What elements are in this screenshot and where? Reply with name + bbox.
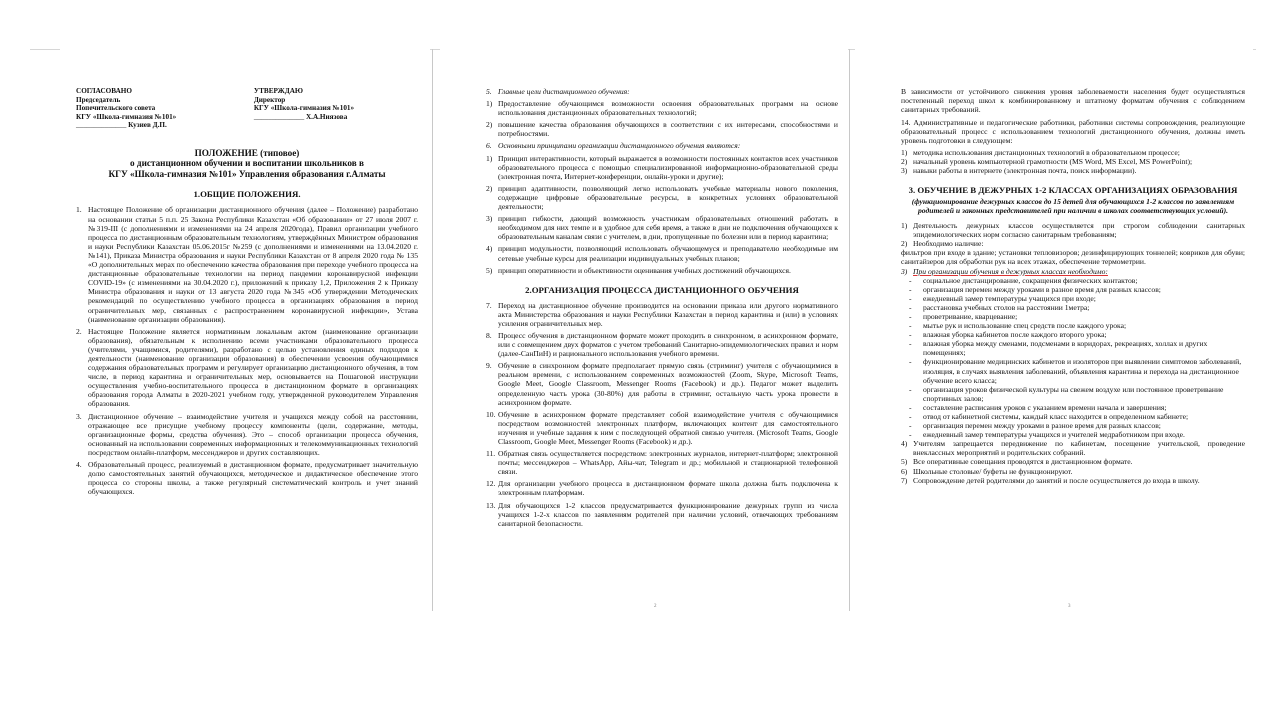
section-heading-1: 1.ОБЩИЕ ПОЛОЖЕНИЯ. [193, 189, 301, 200]
equipment-paragraph: фильтров при входе в здание; установки тепловизоров; дезинфицирующих тоннелей; ковриков для обуви; санитайзеров для обработки рук на всех этажах, обеспечение термометрии. [901, 248, 1245, 267]
paragraph-14: 14. Административные и педагогические работники, работники системы сопровождения, реализующие образовательный процесс с использованием технологий дистанционного обучения, должны иметь уровень подготовки в следующем: [901, 118, 1245, 146]
list-item: 11. Обратная связь осуществляется посредством: электронных журналов, интернет-платформ; электронной почты; мессенджеров – WhatsApp, Айы-чат, Telegram и др.; мобильной и стационарной телефонной связи. [486, 449, 838, 477]
final-rules-list [901, 439, 1245, 484]
list-item: 5) принцип оперативности и объективности оценивания учебных достижений обучающихся. [486, 265, 791, 275]
list-item: - организация уроков физической культуры на свежем воздухе или постоянное проветривание спортивных залов; [909, 384, 1224, 403]
list-item: 3. Дистанционное обучение – взаимодействие учителя и учащихся между собой на расстоянии, отражающее все присущие учебному процессу компоненты (цели, содержание, методы, организационные формы, средства обучения). Это – способ организации процесса обучения, основанный на использовании современных информационных и телекоммуникационных технологий посредством онлайн-платформ, мессенджеров и других составляющих. [76, 411, 418, 457]
title-line-2: о дистанционном обучении и воспитании школьников в [130, 158, 364, 169]
list-item: 10. Обучение в асинхронном формате представляет собой взаимодействие учителя с обучающимися посредством возможностей электронных платформ, включающих контент для самостоятельного изучения и учебные задания к ним с последующей обратной связью учителя. (Microsoft Teams, Google Classroom, Google Meet, Messenger Rooms (Facebook) и др.). [486, 409, 838, 446]
list-item: 1) методика использования дистанционных технологий в образовательном процессе; [901, 147, 1180, 157]
approved-signature: Х.А.Ниязова [305, 112, 348, 121]
list-item: - мытье рук и использование спец средств после каждого урока; [909, 321, 1127, 331]
list-item: 6) Школьные столовые/ буфеты не функционируют. [901, 466, 1073, 476]
list-item: 13. Для обучающихся 1-2 классов предусматривается функционирование дежурных групп из числа учащихся 1-2-х классов по заявлениям родителей при наличии условий, отвечающих требованиям санитарной безопасности. [486, 500, 838, 528]
list-item: 3) При организации обучения в дежурных классах необходимо: [901, 266, 1108, 276]
list-item: - отвод от кабинетной системы, каждый класс находится в определенном кабинете; [909, 412, 1189, 421]
list-item: 3) принцип гибкости, дающий возможность участникам образовательных отношений работать в необходимом для них темпе и в удобное для себя время, а также в дни не подключения обучающихся к образовательным каналам связи с учителем, в дни, пропущенные по болезни или в период карантина; [486, 214, 838, 242]
agreed-heading: СОГЛАСОВАНО [76, 87, 132, 95]
document-page-3 [855, 49, 1253, 611]
approved-block [254, 87, 418, 130]
approved-heading: УТВЕРЖДАЮ [253, 87, 303, 95]
list-item: - организация перемен между уроками в разное время для разных классов; [909, 421, 1161, 431]
approved-org: КГУ «Школа-гимназия №101» [253, 104, 355, 113]
agreed-signature-line: ______________ Кузиев Д.П. [76, 121, 167, 130]
section-3-subtitle: (функционирование дежурных классов до 15 детей для обучающихся 1-2 классов по заявлениям родителей и законных представителей при наличии в школах соответствующих условий). [911, 196, 1235, 215]
list-item: - ежедневный замер температуры учащихся при входе; [909, 293, 1096, 303]
page-gap [849, 49, 850, 611]
list-item: 5) Все оперативные совещания проводятся в дистанционном формате. [901, 457, 1133, 467]
general-provisions-list [76, 205, 418, 496]
list-item: 2) Необходимо наличие: [901, 239, 984, 249]
page-number: 2 [654, 604, 657, 609]
intro-paragraph: В зависимости от устойчивого снижения уровня заболеваемости населения будет осуществляться постепенный переход школ к комбинированному и штатному форматам обучения с соблюдением санитарных требований. [901, 87, 1245, 115]
list-item: 1) Принцип интерактивности, который выражается в возможности постоянных контактов всех участников образовательного процесса с помощью специализированной информационно-образовательной среды (электронная почта, Интернет-конференции, онлайн-уроки и другие); [486, 153, 838, 181]
list-item: 6. Основными принципами организации дистанционного обучения являются: [486, 141, 741, 151]
list-item: 4) принцип модульности, позволяющий использовать обучающемуся и преподавателю необходимые им сетевые учебные курсы для реализации индивидуальных учебных планов; [486, 244, 838, 263]
agreed-org2: КГУ «Школа-гимназия №101» [76, 112, 177, 121]
list-item: - организация перемен между уроками в разное время для разных классов; [909, 284, 1161, 294]
page-gap [432, 49, 433, 611]
approved-signature-line: ______________ Х.А.Ниязова [253, 112, 348, 121]
title-line-1: ПОЛОЖЕНИЕ (типовое) [194, 147, 300, 158]
list-item: - влажная уборка между сменами, подсменами в коридорах, рекреациях, холлах и других помещениях; [909, 339, 1208, 358]
approved-role: Директор [253, 95, 286, 104]
list-item: 2) повышение качества образования обучающихся в соответствии с их интересами, способностями и потребностями. [486, 120, 838, 139]
list-item: - влажная уборка кабинетов после каждого второго урока; [909, 330, 1107, 340]
agreed-org1: Попечительского совета [76, 104, 156, 113]
section-heading-2: 2.ОРГАНИЗАЦИЯ ПРОЦЕССА ДИСТАНЦИОННОГО ОБУЧЕНИЯ [525, 284, 799, 295]
title-line-3: КГУ «Школа-гимназия №101» Управления образования г.Алматы [108, 168, 386, 179]
list-item: 12. Для организации учебного процесса в дистанционном формате школа должна быть подключена к электронным платформам. [486, 479, 838, 498]
agreed-signature: Кузиев Д.П. [128, 121, 167, 130]
page-number: 3 [1068, 604, 1071, 609]
list-item: 5. Главные цели дистанционного обучения: [486, 87, 630, 96]
list-item: 2) принцип адаптивности, позволяющий легко использовать учебные материалы нового поколения, содержащие цифровые образовательные ресурсы, в конкретных условиях образовательной деятельности; [486, 183, 838, 212]
section-heading-3: 3. ОБУЧЕНИЕ В ДЕЖУРНЫХ 1-2 КЛАССАХ ОРГАНИЗАЦИЯХ ОБРАЗОВАНИЯ [908, 184, 1238, 195]
list-item: 8. Процесс обучения в дистанционном формате может проходить в синхронном, в асинхронном формате, или с совмещением двух форматов с учетом требований Санитарно-эпидемиологических правил и норм (далее-СанПиН) и рационального использования учебного времени. [486, 330, 838, 359]
list-item: 9. Обучение в синхронном формате предполагает прямую связь (стриминг) учителя с обучающимися в реальном времени, с использованием современных возможностей (Zoom, Skype, Microsoft Teams, Google Meet, Google Classroom, Messenger Rooms (Facebook) и др.). Педагог может выделить определенную часть урока (30-80%) для работы в стриминг, остальную часть урока провести в асинхронном формате. [486, 361, 838, 407]
list-item: 2. Настоящее Положение является нормативным локальным актом (наименование организации образования), обязательным к исполнению всеми участниками образовательного процесса (учителями, учащимися, родителями), разработано с целью установления единых подходов к деятельности (наименование организации образования) в обеспечении усвоения обучающимися содержания образовательных программ и регулирует организацию дистанционного обучения, в том числе, в период карантина и ограничительных мер, основывается на Пошаговой инструкции осуществления учебно-воспитательного процесса в дистанционном формате в организациях образования города Алматы в 2020-2021 учебном году, утвержденной руководителем Управления образования. [76, 326, 418, 409]
list-item: 1) Предоставление обучающимся возможности освоения образовательных программ на основе использования дистанционных образовательных технологий; [486, 99, 838, 118]
list-item: 1. Настоящее Положение об организации дистанционного обучения (далее – Положение) разработано на основании статьи 5 п.п. 25 Закона Республики Казахстан «Об образовании» от 27 июля 2007 г.№319-III (с дополнениями и изменениями на 24 апреля 2020года), Правил организации учебного процесса по дистанционным образовательным технологиям, утверждённых Министром образования и науки Республики Казахстан 05.06.2015г №259 (с дополнениями и изменениями на 13.04.2020 г.№141), Приказа Министра образования и науки Республики Казахстан от 8 апреля 2020 года № 135 «О дополнительных мерах по обеспечению качества образования при переходе учебного процесса на дистанционные образовательные технологии на период пандемии коронавирусной инфекции COVID-19» (с изменениями на 30.04.2020 г.), приложений к приказу 1,2, Приложения 2 к Приказу Министра образования и науки от 13 августа 2020 года №345 «Об утверждении Методических рекомендаций по осуществлению учебного процесса в организациях образования в период ограничительных мер, связанных с распространением коронавирусной инфекции», Устава (наименование организации образования). [76, 205, 418, 324]
list-item: - социальное дистанцирование, сокращения физических контактов; [909, 275, 1138, 285]
goals-principles-list [486, 87, 838, 275]
duty-classes-list [901, 221, 1245, 276]
document-title [76, 148, 418, 180]
list-item: 7) Сопровождение детей родителями до занятий и после осуществляется до входа в школу. [901, 475, 1200, 485]
list-item: 7. Переход на дистанционное обучение производится на основании приказа или другого нормативного акта Министерства образования и науки Республики Казахстан в период карантина и (или) в условиях усиления ограничительных мер. [486, 300, 838, 328]
approval-header [76, 87, 418, 130]
organization-list [486, 301, 838, 528]
list-item: 2) начальный уровень компьютерной грамотности (MS Word, MS Excel, MS PowerPoint); [901, 156, 1193, 166]
list-item: - составление расписания уроков с указанием времени начала и завершения; [909, 402, 1167, 412]
list-item: - расстановка учебных столов на расстоянии 1метра; [909, 302, 1090, 312]
list-item: 4) Учителям запрещается передвижение по кабинетам, посещение учительской, проведение внеклассных мероприятий и родительских собраний. [901, 439, 1245, 458]
list-item: 1) Деятельность дежурных классов осуществляется при строгом соблюдении санитарных эпидемиологических норм согласно санитарным требованиям; [901, 221, 1245, 240]
agreed-role: Председатель [76, 95, 121, 104]
document-page-1 [60, 49, 430, 611]
skills-list [901, 148, 1245, 175]
document-page-2 [440, 49, 848, 611]
list-item: - функционирование медицинских кабинетов и изоляторов при выявлении симптомов заболеваний, изоляция, в случаях выявления заболеваний, объявления карантина и перехода на дистанционное обучение всего класса; [909, 357, 1242, 385]
list-item: 4. Образовательный процесс, реализуемый в дистанционном формате, предусматривает значительную долю самостоятельных занятий обучающихся, методическое и дидактическое обеспечение этого процесса со стороны школы, а также регулярный систематический контроль и учет знаний обучающихся. [76, 460, 418, 497]
list-item: - ежедневный замер температуры учащихся и учителей медработником при входе. [909, 430, 1185, 440]
measures-list [901, 276, 1245, 440]
list-item: - проветривание, кварцевание; [909, 311, 1018, 321]
list-item: 3) навыки работы в интернете (электронная почта, поиск информации). [901, 165, 1137, 175]
agreed-block [76, 87, 240, 130]
